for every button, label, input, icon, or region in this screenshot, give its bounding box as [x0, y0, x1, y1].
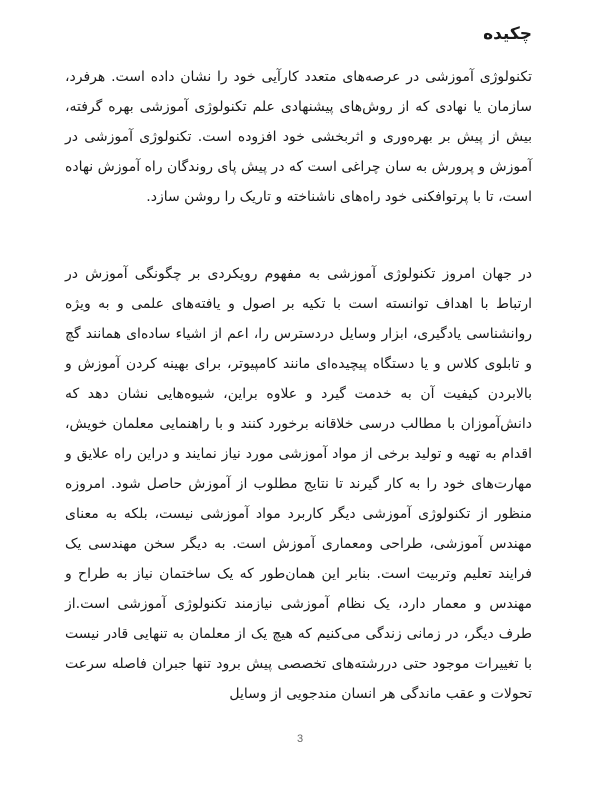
abstract-heading: چکیده	[483, 24, 532, 44]
abstract-paragraph-2: در جهان امروز تکنولوژی آموزشی به مفهوم رویکردی بر چگونگی آموزش در ارتباط با اهداف توانسته است با تکیه بر اصول و یافته‌های علمی و به ویژه روانشناسی یادگیری، ابزار وسایل دردسترس را، اعم از اشیاء ساده‌ای همانند گچ و تابلوی کلاس و یا دستگاه پیچیده‌ای مانند کامپیوتر، برای بهینه کردن آموزش و بالابردن کیفیت آن به خدمت گیرد و علاوه براین، شیوه‌هایی نشان دهد که دانش‌آموزان با مطالب درسی خلاقانه برخورد کنند و با راهنمایی معلمان خویش، اقدام به تهیه و تولید برخی از مواد آموزشی مورد نیاز نمایند و دراین راه علایق و مهارت‌های خود را به کار گیرند تا نتایج مطلوب از آموزش حاصل شود. امروزه منظور از تکنولوژی آموزشی دیگر کاربرد مواد آموزشی نیست، بلکه به معنای مهندس آموزشی، طراحی ومعماری آموزش است. به دیگر سخن مهندسی یک فرایند تعلیم وتربیت است. بنابر این همان‌طور که یک ساختمان نیاز به طراح و مهندس و معمار دارد، یک نظام آموزشی نیازمند تکنولوژی آموزشی است.از طرف دیگر، در زمانی زندگی می‌کنیم که هیچ یک از معلمان به تنهایی قادر نیست با تغییرات موجود حتی دررشته‌های تخصصی پیش برود تنها جبران فاصله سرعت تحولات و عقب ماندگی هر انسان مندجویی از وسایل	[65, 266, 532, 702]
page-number: 3	[296, 733, 304, 745]
abstract-paragraph-1: تکنولوژی آموزشی در عرصه‌های متعدد کارآیی خود را نشان داده است. هرفرد، سازمان یا نهادی که از روش‌های پیشنهادی علم تکنولوژی آموزشی بهره گرفته، بیش از پیش بر بهره‌وری و اثربخشی خود افزوده است. تکنولوژی آموزشی در آموزش و پرورش به سان چراغی است که در پیش پای روندگان راه آموزش نهاده است، تا با پرتوافکنی خود راه‌های ناشناخته و تاریک را روشن سازد.	[65, 69, 532, 205]
